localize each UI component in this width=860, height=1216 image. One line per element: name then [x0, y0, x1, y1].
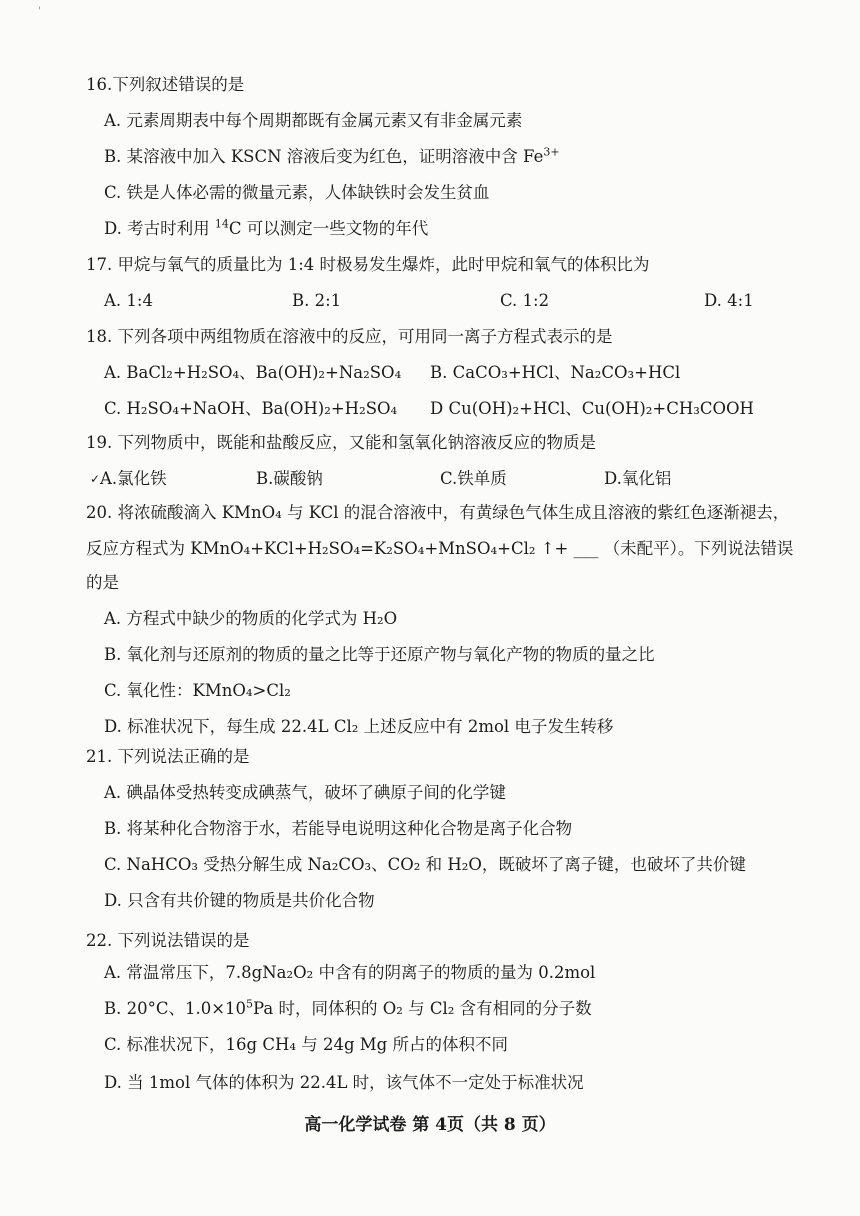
question-21-stem: 21. 下列说法正确的是 [86, 747, 250, 766]
question-19-option-a: A.氯化铁 [100, 469, 167, 488]
question-18-option-c: C. H₂SO₄+NaOH、Ba(OH)₂+H₂SO₄ [104, 399, 398, 418]
question-17-stem: 17. 甲烷与氧气的质量比为 1:4 时极易发生爆炸，此时甲烷和氧气的体积比为 [86, 255, 650, 274]
question-18-stem: 18. 下列各项中两组物质在溶液中的反应，可用同一离子方程式表示的是 [86, 327, 613, 346]
question-16-option-d [104, 218, 428, 240]
question-21-option-c: C. NaHCO₃ 受热分解生成 Na₂CO₃、CO₂ 和 H₂O，既破坏了离子键，也破坏了共价键 [104, 855, 746, 874]
question-19-stem: 19. 下列物质中，既能和盐酸反应，又能和氢氧化钠溶液反应的物质是 [86, 433, 596, 452]
question-22-option-b-pre: B. 20°C、1.0×10 [104, 999, 247, 1018]
question-18-option-d: D Cu(OH)₂+HCl、Cu(OH)₂+CH₃COOH [430, 399, 754, 418]
question-22-stem: 22. 下列说法错误的是 [86, 931, 250, 950]
question-20-stem-line-3: 的是 [86, 573, 119, 592]
page-footer: 高一化学试卷 第 4页（共 8 页） [304, 1115, 556, 1135]
question-20-option-a: A. 方程式中缺少的物质的化学式为 H₂O [104, 609, 398, 628]
question-20-option-d: D. 标准状况下，每生成 22.4L Cl₂ 上述反应中有 2mol 电子发生转移 [104, 717, 614, 736]
superscript-exponent: 5 [246, 997, 254, 1011]
question-21-option-d: D. 只含有共价键的物质是共价化合物 [104, 891, 375, 910]
question-20-option-b: B. 氧化剂与还原剂的物质的量之比等于还原产物与氧化产物的物质的量之比 [104, 645, 655, 664]
question-19-option-d: D.氧化铝 [604, 469, 672, 488]
question-22-option-b-post: Pa 时，同体积的 O₂ 与 Cl₂ 含有相同的分子数 [253, 999, 592, 1018]
question-16-option-d-post: C 可以测定一些文物的年代 [228, 219, 429, 238]
question-20-stem-line-2: 反应方程式为 KMnO₄+KCl+H₂SO₄=K₂SO₄+MnSO₄+Cl₂ ↑+ ___ （未配平）。下列说法错误 [86, 539, 794, 558]
question-16-option-a: A. 元素周期表中每个周期都既有金属元素又有非金属元素 [104, 111, 523, 130]
question-16-option-c: C. 铁是人体必需的微量元素，人体缺铁时会发生贫血 [104, 183, 490, 202]
question-17-option-a: A. 1:4 [104, 291, 153, 310]
corner-mark: ' [38, 6, 41, 17]
question-20-stem-line-1: 20. 将浓硫酸滴入 KMnO₄ 与 KCl 的混合溶液中，有黄绿色气体生成且溶液的紫红色逐渐褪去， [86, 503, 790, 522]
question-17-option-d: D. 4:1 [704, 291, 754, 310]
question-19-option-b: B.碳酸钠 [256, 469, 323, 488]
question-18-option-a: A. BaCl₂+H₂SO₄、Ba(OH)₂+Na₂SO₄ [104, 363, 402, 382]
question-22-option-a: A. 常温常压下，7.8gNa₂O₂ 中含有的阴离子的物质的量为 0.2mol [104, 963, 596, 982]
question-16-option-b [104, 146, 560, 168]
question-21-option-a: A. 碘晶体受热转变成碘蒸气，破坏了碘原子间的化学键 [104, 783, 506, 802]
check-mark: ✓ [90, 472, 101, 486]
question-22-option-d: D. 当 1mol 气体的体积为 22.4L 时，该气体不一定处于标准状况 [104, 1073, 584, 1092]
question-22-option-b [104, 998, 592, 1020]
question-16-option-d-pre: D. 考古时利用 [104, 219, 215, 238]
question-21-option-b: B. 将某种化合物溶于水，若能导电说明这种化合物是离子化合物 [104, 819, 573, 838]
superscript-charge: 3+ [543, 145, 560, 159]
question-20-option-c: C. 氧化性：KMnO₄>Cl₂ [104, 681, 291, 700]
question-16-stem: 16.下列叙述错误的是 [86, 75, 245, 94]
question-19-option-c: C.铁单质 [440, 469, 507, 488]
question-16-option-b-text: B. 某溶液中加入 KSCN 溶液后变为红色，证明溶液中含 Fe [104, 147, 544, 166]
question-17-option-c: C. 1:2 [500, 291, 550, 310]
question-17-option-b: B. 2:1 [292, 291, 342, 310]
question-18-option-b: B. CaCO₃+HCl、Na₂CO₃+HCl [430, 363, 681, 382]
superscript-mass-number: 14 [214, 217, 229, 231]
question-22-option-c: C. 标准状况下，16g CH₄ 与 24g Mg 所占的体积不同 [104, 1035, 508, 1054]
